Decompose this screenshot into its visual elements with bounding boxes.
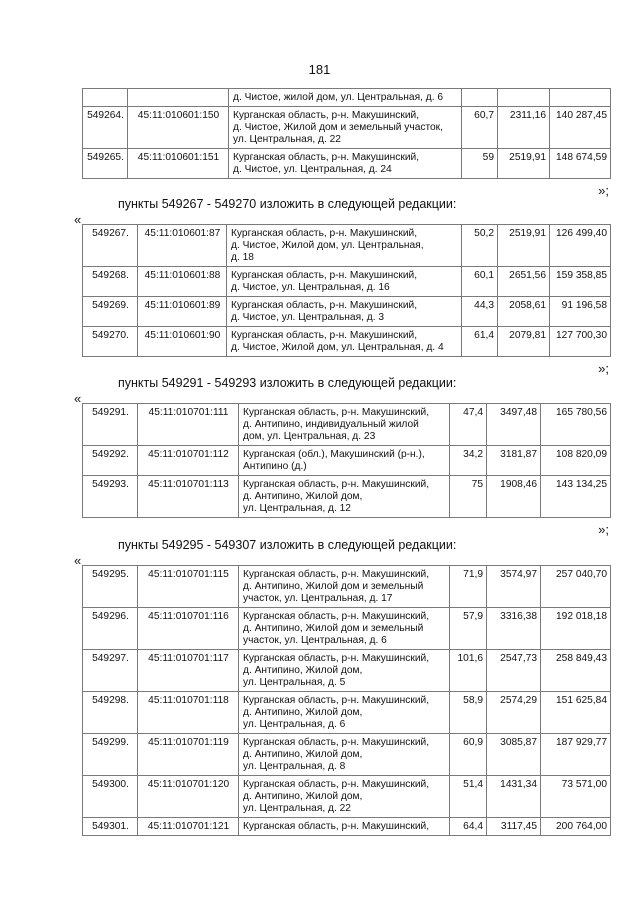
area-cell: 51,4 (450, 776, 487, 818)
rate-cell: 2311,16 (498, 107, 550, 149)
address-cell (229, 89, 462, 107)
address-cell (239, 608, 450, 650)
address-cell (239, 566, 450, 608)
cadastral-number-cell: 45:11:010601:89 (138, 297, 227, 327)
area-cell: 34,2 (450, 446, 487, 476)
amendment-heading: пункты 549267 - 549270 изложить в следующей редакции: (118, 197, 457, 211)
rate-cell: 2519,91 (498, 225, 550, 267)
cadastral-number-cell: 45:11:010701:112 (138, 446, 239, 476)
address-cell (239, 818, 450, 836)
table-row (83, 566, 611, 608)
item-number-cell: 549296. (83, 608, 138, 650)
cadastral-number-cell: 45:11:010701:116 (138, 608, 239, 650)
area-cell: 57,9 (450, 608, 487, 650)
address-line: д. Антипино, Жилой дом и земельный (243, 623, 424, 634)
value-cell: 126 499,40 (550, 225, 611, 267)
value-cell: 257 040,70 (541, 566, 611, 608)
table-row (83, 267, 611, 297)
rate-cell: 3497,48 (487, 404, 541, 446)
table-row (83, 776, 611, 818)
address-line: Курганская область, р-н. Макушинский, (231, 228, 418, 239)
address-line: Курганская область, р-н. Макушинский, (231, 270, 418, 281)
address-line: д. Антипино, Жилой дом, (243, 707, 363, 718)
value-cell: 187 929,77 (541, 734, 611, 776)
area-cell: 60,7 (462, 107, 498, 149)
item-number-cell: 549269. (83, 297, 138, 327)
rate-cell: 1431,34 (487, 776, 541, 818)
value-cell: 108 820,09 (541, 446, 611, 476)
property-table (82, 224, 611, 357)
rate-cell: 3316,38 (487, 608, 541, 650)
rate-cell: 3181,87 (487, 446, 541, 476)
rate-cell: 3117,45 (487, 818, 541, 836)
address-line: д. Антипино, Жилой дом, (243, 491, 363, 502)
item-number-cell: 549297. (83, 650, 138, 692)
cadastral-number-cell: 45:11:010701:121 (138, 818, 239, 836)
closing-quote: »; (598, 183, 609, 198)
table-row (83, 404, 611, 446)
item-number-cell: 549298. (83, 692, 138, 734)
item-number-cell: 549270. (83, 327, 138, 357)
address-line: д. Чистое, Жилой дом, ул. Центральная, д. 4 (231, 342, 444, 353)
address-line: д. Антипино, индивидуальный жилой (243, 419, 419, 430)
table-row (83, 692, 611, 734)
closing-quote: »; (598, 522, 609, 537)
address-line: д. Чистое, жилой дом, ул. Центральная, д. 6 (233, 92, 444, 103)
address-cell (239, 776, 450, 818)
address-cell (239, 446, 450, 476)
area-cell: 47,4 (450, 404, 487, 446)
value-cell: 200 764,00 (541, 818, 611, 836)
table-row (83, 225, 611, 267)
address-line: д. Антипино, Жилой дом, (243, 749, 363, 760)
address-line: д. 18 (231, 252, 254, 263)
rate-cell: 2574,29 (487, 692, 541, 734)
item-number-cell: 549291. (83, 404, 138, 446)
rate-cell: 1908,46 (487, 476, 541, 518)
address-line: Курганская область, р-н. Макушинский, (243, 569, 430, 580)
value-cell: 165 780,56 (541, 404, 611, 446)
area-cell: 60,9 (450, 734, 487, 776)
rate-cell: 3085,87 (487, 734, 541, 776)
value-cell: 151 625,84 (541, 692, 611, 734)
address-line: участок, ул. Центральная, д. 6 (243, 635, 387, 646)
address-line: Курганская область, р-н. Макушинский, (231, 330, 418, 341)
item-number-cell: 549301. (83, 818, 138, 836)
cadastral-number-cell: 45:11:010601:150 (128, 107, 229, 149)
area-cell: 59 (462, 149, 498, 179)
area-cell: 75 (450, 476, 487, 518)
opening-quote: « (74, 553, 82, 568)
address-line: д. Антипино, Жилой дом и земельный (243, 581, 424, 592)
table-row (83, 149, 611, 179)
address-line: Курганская (обл.), Макушинский (р-н.), (243, 449, 425, 460)
area-cell: 64,4 (450, 818, 487, 836)
cadastral-number-cell: 45:11:010701:111 (138, 404, 239, 446)
address-line: д. Антипино, Жилой дом, (243, 791, 363, 802)
rate-cell: 2079,81 (498, 327, 550, 357)
address-line: Курганская область, р-н. Макушинский, (243, 611, 430, 622)
cadastral-number-cell: 45:11:010701:115 (138, 566, 239, 608)
value-cell: 159 358,85 (550, 267, 611, 297)
address-line: Курганская область, р-н. Макушинский, (231, 300, 418, 311)
value-cell: 258 849,43 (541, 650, 611, 692)
page-number: 181 (308, 62, 331, 77)
address-line: ул. Центральная, д. 22 (233, 134, 341, 145)
table-row (83, 107, 611, 149)
address-cell (239, 650, 450, 692)
table-block-1 (82, 88, 610, 179)
table-row (83, 297, 611, 327)
address-cell (229, 107, 462, 149)
cadastral-number-cell: 45:11:010601:87 (138, 225, 227, 267)
amendment-heading: пункты 549295 - 549307 изложить в следующей редакции: (118, 538, 457, 552)
value-cell: 143 134,25 (541, 476, 611, 518)
closing-quote: »; (598, 361, 609, 376)
address-line: ул. Центральная, д. 5 (243, 677, 346, 688)
cadastral-number-cell: 45:11:010701:120 (138, 776, 239, 818)
address-cell (239, 692, 450, 734)
rate-cell: 2519,91 (498, 149, 550, 179)
area-cell: 44,3 (462, 297, 498, 327)
address-line: Курганская область, р-н. Макушинский, (233, 152, 420, 163)
cadastral-number-cell: 45:11:010601:90 (138, 327, 227, 357)
value-cell: 127 700,30 (550, 327, 611, 357)
address-cell (227, 297, 462, 327)
item-number-cell (83, 89, 128, 107)
cadastral-number-cell: 45:11:010701:113 (138, 476, 239, 518)
value-cell: 140 287,45 (550, 107, 611, 149)
address-line: Антипино (д.) (243, 461, 307, 472)
value-cell: 91 196,58 (550, 297, 611, 327)
address-line: Курганская область, р-н. Макушинский, (243, 653, 430, 664)
table-block-2 (82, 224, 610, 357)
address-line: ул. Центральная, д. 12 (243, 503, 351, 514)
item-number-cell: 549295. (83, 566, 138, 608)
table-row (83, 650, 611, 692)
table-row (83, 327, 611, 357)
cadastral-number-cell: 45:11:010601:151 (128, 149, 229, 179)
opening-quote: « (74, 212, 82, 227)
area-cell: 58,9 (450, 692, 487, 734)
cadastral-number-cell: 45:11:010701:119 (138, 734, 239, 776)
table-row (83, 476, 611, 518)
area-cell: 60,1 (462, 267, 498, 297)
item-number-cell: 549300. (83, 776, 138, 818)
address-line: участок, ул. Центральная, д. 17 (243, 593, 393, 604)
address-cell (227, 225, 462, 267)
address-line: Курганская область, р-н. Макушинский, (243, 821, 430, 832)
cadastral-number-cell (128, 89, 229, 107)
address-line: ул. Центральная, д. 8 (243, 761, 346, 772)
address-line: Курганская область, р-н. Макушинский, (243, 695, 430, 706)
property-table (82, 403, 611, 518)
item-number-cell: 549268. (83, 267, 138, 297)
table-row (83, 818, 611, 836)
area-cell: 71,9 (450, 566, 487, 608)
value-cell (550, 89, 611, 107)
table-row (83, 608, 611, 650)
value-cell: 192 018,18 (541, 608, 611, 650)
table-block-3 (82, 403, 610, 518)
address-line: д. Чистое, Жилой дом, ул. Центральная, (231, 240, 424, 251)
rate-cell: 2547,73 (487, 650, 541, 692)
cadastral-number-cell: 45:11:010601:88 (138, 267, 227, 297)
item-number-cell: 549292. (83, 446, 138, 476)
item-number-cell: 549293. (83, 476, 138, 518)
address-cell (239, 476, 450, 518)
area-cell (462, 89, 498, 107)
area-cell: 50,2 (462, 225, 498, 267)
address-line: Курганская область, р-н. Макушинский, (243, 737, 430, 748)
table-row (83, 89, 611, 107)
address-cell (239, 404, 450, 446)
address-line: д. Чистое, ул. Центральная, д. 16 (231, 282, 390, 293)
address-line: д. Чистое, ул. Центральная, д. 24 (233, 164, 392, 175)
address-cell (227, 267, 462, 297)
item-number-cell: 549299. (83, 734, 138, 776)
rate-cell: 2651,56 (498, 267, 550, 297)
area-cell: 101,6 (450, 650, 487, 692)
address-line: д. Чистое, ул. Центральная, д. 3 (231, 312, 385, 323)
area-cell: 61,4 (462, 327, 498, 357)
rate-cell: 3574,97 (487, 566, 541, 608)
address-line: Курганская область, р-н. Макушинский, (243, 407, 430, 418)
address-line: ул. Центральная, д. 22 (243, 803, 351, 814)
rate-cell: 2058,61 (498, 297, 550, 327)
item-number-cell: 549267. (83, 225, 138, 267)
address-cell (229, 149, 462, 179)
address-line: ул. Центральная, д. 6 (243, 719, 346, 730)
value-cell: 148 674,59 (550, 149, 611, 179)
cadastral-number-cell: 45:11:010701:118 (138, 692, 239, 734)
item-number-cell: 549264. (83, 107, 128, 149)
property-table (82, 88, 611, 179)
address-cell (227, 327, 462, 357)
table-row (83, 446, 611, 476)
amendment-heading: пункты 549291 - 549293 изложить в следующей редакции: (118, 376, 457, 390)
address-cell (239, 734, 450, 776)
table-row (83, 734, 611, 776)
opening-quote: « (74, 391, 82, 406)
address-line: Курганская область, р-н. Макушинский, (243, 779, 430, 790)
address-line: д. Чистое, Жилой дом и земельный участок, (233, 122, 443, 133)
address-line: Курганская область, р-н. Макушинский, (243, 479, 430, 490)
value-cell: 73 571,00 (541, 776, 611, 818)
address-line: дом, ул. Центральная, д. 23 (243, 431, 376, 442)
rate-cell (498, 89, 550, 107)
address-line: Курганская область, р-н. Макушинский, (233, 110, 420, 121)
table-block-4 (82, 565, 610, 836)
address-line: д. Антипино, Жилой дом, (243, 665, 363, 676)
property-table (82, 565, 611, 836)
cadastral-number-cell: 45:11:010701:117 (138, 650, 239, 692)
item-number-cell: 549265. (83, 149, 128, 179)
